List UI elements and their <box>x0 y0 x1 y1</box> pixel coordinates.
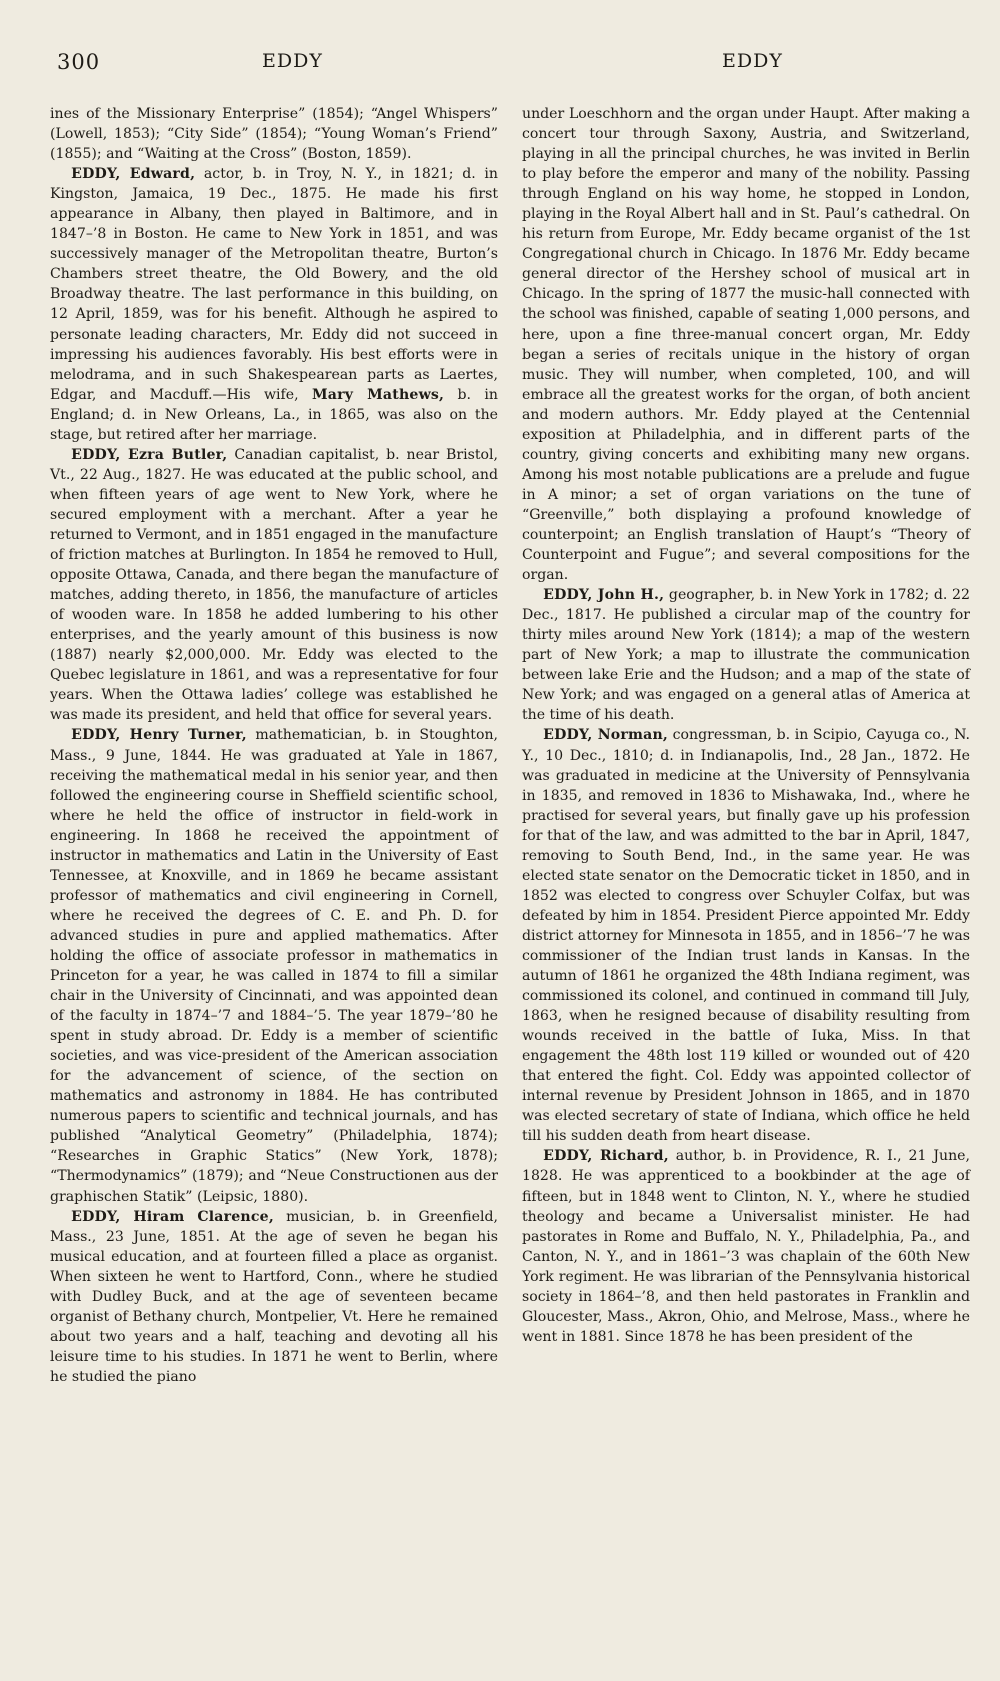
entry-henry-turner-eddy <box>50 725 498 1206</box>
entry-headword: EDDY, Norman, <box>543 727 669 744</box>
entry-norman-eddy <box>522 725 970 1146</box>
left-running-head: EDDY <box>262 50 323 72</box>
entry-headword: EDDY, Henry Turner, <box>71 727 247 744</box>
entry-continuation <box>50 104 498 164</box>
entry-subheadword: Mary Mathews, <box>311 386 445 403</box>
entry-john-h-eddy <box>522 585 970 725</box>
entry-text: Canadian capitalist, b. near Bristol, Vt., 22 Aug., 1827. He was educated at the public school, and when fifteen years of age went to New York, where he secured employment with a merchant. After a year he returned to Vermont, and in 1851 engaged in the manufacture of friction matches at Burlington. In 1854 he removed to Hull, opposite Ottawa, Canada, and there began the manufacture of matches, adding thereto, in 1856, the manufacture of articles of wooden ware. In 1858 he added lumbering to his other enterprises, and the yearly amount of this business is now (1887) nearly $2,000,000. Mr. Eddy was elected to the Quebec legislature in 1861, and was a representative for four years. When the Ottawa ladies’ college was established he was made its president, and held that office for several years. <box>50 446 498 724</box>
page-number: 300 <box>57 50 101 74</box>
entry-headword: EDDY, Edward, <box>71 166 196 183</box>
entry-text: b. in England; d. in New Orleans, La., in 1865, was also on the stage, but retired after her marriage. <box>50 386 498 443</box>
entry-text: actor, b. in Troy, N. Y., in 1821; d. in Kingston, Jamaica, 19 Dec., 1875. He made his first appearance in Albany, then played in Baltimore, and in 1847–’8 in Boston. He came to New York in 1851, and was successively manager of the Metropolitan theatre, Burton’s Chambers street theatre, the Old Bowery, and the old Broadway theatre. The last performance in this building, on 12 April, 1859, was for his benefit. Although he aspired to personate leading characters, Mr. Eddy did not succeed in impressing his audiences favorably. His best efforts were in melodrama, and in such Shakespearean parts as Laertes, Edgar, and Macduff.—His wife, <box>50 166 498 403</box>
entry-text: mathematician, b. in Stoughton, Mass., 9 June, 1844. He was graduated at Yale in 1867, receiving the mathematical medal in his senior year, and then followed the engineering course in Sheffield scientific school, where he held the office of instructor in field-work in engineering. In 1868 he received the appointment of instructor in mathematics and Latin in the University of East Tennessee, at Knoxville, and in 1869 he became assistant professor of mathematics and civil engineering in Cornell, where he received the degrees of C. E. and Ph. D. for advanced studies in pure and applied mathematics. After holding the office of associate professor in mathematics in Princeton for a year, he was called in 1874 to fill a similar chair in the University of Cincinnati, and was appointed dean of the faculty in 1874–’7 and 1884–’5. The year 1879–’80 he spent in study abroad. Dr. Eddy is a member of scientific societies, and was vice-president of the American association for the advancement of science, of the section on mathematics and astronomy in 1884. He has contributed numerous papers to scientific and technical journals, and has published “Analytical Geometry” (Philadelphia, 1874); “Researches in Graphic Statics” (New York, 1878); “Thermodynamics” (1879); and “Neue Constructionen aus der graphischen Statik” (Leipsic, 1880). <box>50 727 499 1205</box>
entry-headword: EDDY, Hiram Clarence, <box>71 1208 274 1225</box>
entry-text: author, b. in Providence, R. I., 21 June, 1828. He was apprenticed to a bookbinder at the age of fifteen, but in 1848 went to Clinton, N. Y., where he studied theology and became a Universalist minister. He had pastorates in Rome and Buffalo, N. Y., Philadelphia, Pa., and Canton, N. Y., and in 1861–’3 was chaplain of the 60th New York regiment. He was librarian of the Pennsylvania historical society in 1864–’8, and then held pastorates in Franklin and Gloucester, Mass., Akron, Ohio, and Melrose, Mass., where he went in 1881. Since 1878 he has been president of the <box>522 1148 970 1345</box>
entry-text: musician, b. in Greenfield, Mass., 23 June, 1851. At the age of seven he began his musical education, and at fourteen filled a place as organist. When sixteen he went to Hartford, Conn., where he studied with Dudley Buck, and at the age of seventeen became organist of Bethany church, Montpelier, Vt. Here he remained about two years and a half, teaching and devoting all his leisure time to his studies. In 1871 he went to Berlin, where he studied the piano <box>50 1208 498 1385</box>
entry-text: ines of the Missionary Enterprise” (1854); “Angel Whispers” (Lowell, 1853); “City Side” (1854); “Young Woman’s Friend” (1855); and “Waiting at the Cross” (Boston, 1859). <box>50 106 498 163</box>
left-column <box>50 104 498 1387</box>
entry-richard-eddy <box>522 1146 970 1346</box>
entry-edward-eddy <box>50 164 498 445</box>
entry-text: congressman, b. in Scipio, Cayuga co., N. Y., 10 Dec., 1810; d. in Indianapolis, Ind., 28 Jan., 1872. He was graduated in medicine at the University of Pennsylvania in 1835, and removed in 1836 to Mishawaka, Ind., where he practised for several years, but finally gave up his profession for that of the law, and was admitted to the bar in April, 1847, removing to South Bend, Ind., in the same year. He was elected state senator on the Democratic ticket in 1850, and in 1852 was elected to congress over Schuyler Colfax, but was defeated by him in 1854. President Pierce appointed Mr. Eddy district attorney for Minnesota in 1855, and in 1856–’7 he was commissioner of the Indian trust lands in Kansas. In the autumn of 1861 he organized the 48th Indiana regiment, was commissioned its colonel, and continued in command till July, 1863, when he resigned because of disability resulting from wounds received in the battle of Iuka, Miss. In that engagement the 48th lost 119 killed or wounded out of 420 that entered the fight. Col. Eddy was appointed collector of internal revenue by President Johnson in 1865, and in 1870 was elected secretary of state of Indiana, which office he held till his sudden death from heart disease. <box>522 727 970 1145</box>
entry-headword: EDDY, John H., <box>543 587 665 604</box>
text-columns <box>50 104 970 1387</box>
page-header <box>0 50 1000 86</box>
entry-headword: EDDY, Ezra Butler, <box>71 446 228 463</box>
right-running-head: EDDY <box>722 50 783 72</box>
entry-hiram-clarence-eddy <box>50 1207 498 1387</box>
entry-text: under Loeschhorn and the organ under Haupt. After making a concert tour through Saxony, Austria, and Switzerland, playing in all the principal churches, he was invited in Berlin to play before the emperor and many of the nobility. Passing through England on his way home, he stopped in London, playing in the Royal Albert hall and in St. Paul’s cathedral. On his return from Europe, Mr. Eddy became organist of the 1st Congregational church in Chicago. In 1876 Mr. Eddy became general director of the Hershey school of musical art in Chicago. In the spring of 1877 the music-hall connected with the school was finished, capable of seating 1,000 persons, and here, upon a fine three-manual concert organ, Mr. Eddy began a series of recitals unique in the history of organ music. They will number, when completed, 100, and will embrace all the greatest works for the organ, of both ancient and modern authors. Mr. Eddy played at the Centennial exposition at Philadelphia, and in different parts of the country, giving concerts and exhibiting many new organs. Among his most notable publications are a prelude and fugue in A minor; a set of organ variations on the tune of “Greenville,” both displaying a profound knowledge of counterpoint; an English translation of Haupt’s “Theory of Counterpoint and Fugue”; and several compositions for the organ. <box>522 106 970 584</box>
entry-continuation <box>522 104 970 585</box>
right-column <box>522 104 970 1387</box>
entry-headword: EDDY, Richard, <box>543 1148 669 1165</box>
entry-text: geographer, b. in New York in 1782; d. 22 Dec., 1817. He published a circular map of the country for thirty miles around New York (1814); a map of the western part of New York; a map to illustrate the communication between lake Erie and the Hudson; and a map of the state of New York; and was engaged on a general atlas of America at the time of his death. <box>522 587 970 724</box>
entry-ezra-butler-eddy <box>50 445 498 726</box>
